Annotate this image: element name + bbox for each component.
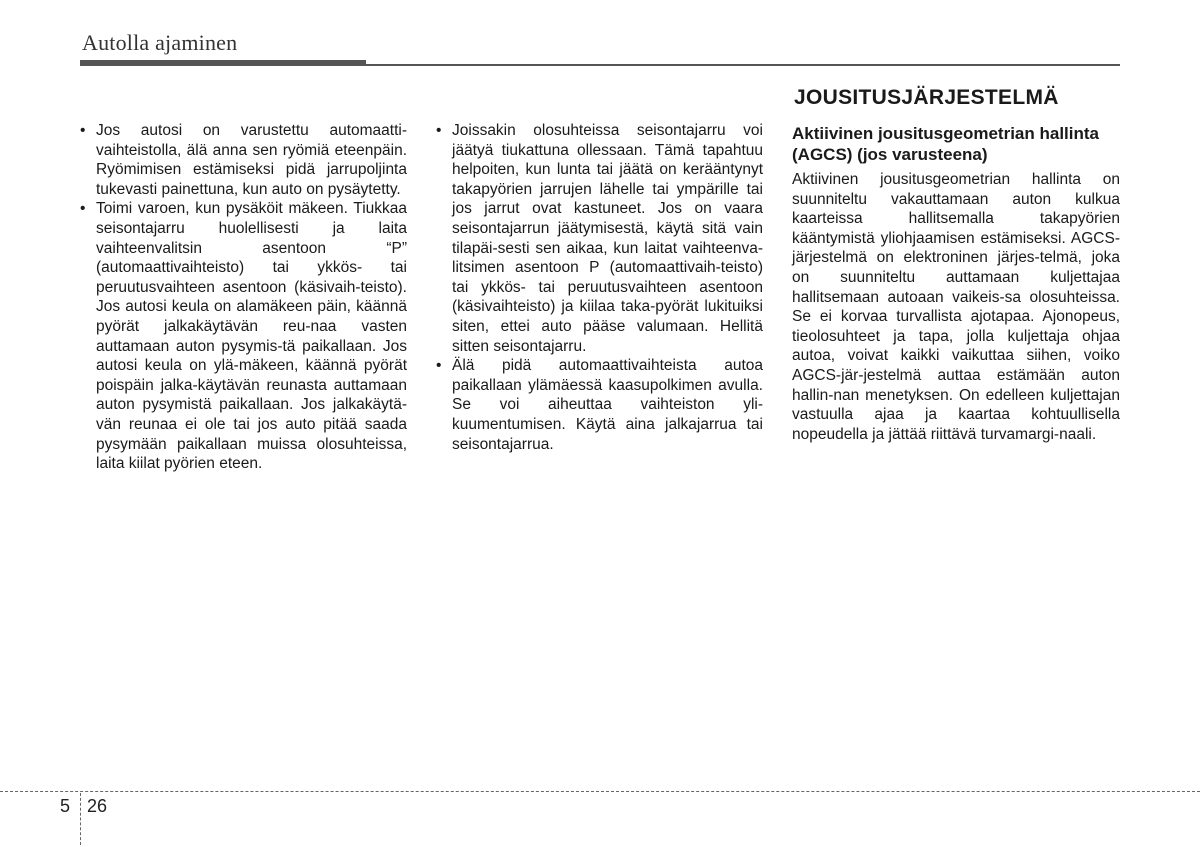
header-rule-thick	[80, 60, 366, 66]
text-column-2	[436, 121, 763, 454]
header-rule-thin	[366, 64, 1120, 66]
footer-dashed-divider	[80, 793, 81, 845]
subsection-title: Aktiivinen jousitusgeometrian hallinta (AGCS) (jos varusteena)	[792, 124, 1099, 164]
page-number: 26	[87, 796, 108, 816]
text-column-1	[80, 121, 407, 474]
chapter-title: Autolla ajaminen	[82, 30, 238, 55]
body-paragraph: Aktiivinen jousitusgeometrian hallinta on suunniteltu vakauttamaan auton kulkua kaarteissa hallitsemalla takapyörien kääntymistä yliohjaamisen estämiseksi. AGCS-järjestelmä on elektroninen järjes-telmä, joka on suunniteltu auttamaan kuljettajaa hallitsemaan autoaan vaikeis-sa olosuhteissa. Se ei korvaa turvallista ajotapaa. Ajonopeus, tieolosuhteet ja tapa, jolla kuljettaja ohjaa autoa, voivat kaikki vaikuttaa siihen, voiko AGCS-jär-jestelmä auttaa estämään auton hallin-nan menetyksen. On edelleen kuljettajan vastuulla ajaa ja kaartaa kohtuullisella nopeudella ja jättää riittävä turvamargi-naali.	[792, 171, 1120, 443]
chapter-number: 5	[60, 796, 71, 816]
bullet-item: • Jos autosi on varustettu automaatti-vaihteistolla, älä anna sen ryömiä eteenpäin. Ryömimisen estämiseksi pidä jarrupoljinta tukevasti painettuna, kun auto on pysäytetty.	[80, 121, 407, 199]
bullet-list	[436, 121, 763, 454]
bullet-item: • Joissakin olosuhteissa seisontajarru voi jäätyä tiukattuna ollessaan. Tämä tapahtuu helpoiten, kun lunta tai jäätä on kerääntynyt takapyörien jarrujen lähelle tai ympärille tai jos jarrut ovat kastuneet. Jos on vaara seisontajarrun jäätymisestä, käytä sitä vain tilapäi-sesti sen aikaa, kun laitat vaihteenva-litsimen asentoon P (automaattivaih-teisto) tai ykkös- tai peruutusvaihteen asentoon (käsivaihteisto) ja kiilaa taka-pyörät lukituiksi siten, ettei auto pääse valumaan. Hellitä sitten seisontajarru.	[436, 121, 763, 356]
text-column-3	[792, 85, 1120, 444]
section-title: JOUSITUSJÄRJESTELMÄ	[794, 86, 1059, 109]
bullet-list	[80, 121, 407, 474]
bullet-item: • Toimi varoen, kun pysäköit mäkeen. Tiukkaa seisontajarru huolellisesti ja laita vaihteenvalitsin asentoon “P” (automaattivaihteisto) tai ykkös- tai peruutusvaihteen asentoon (käsivaih-teisto). Jos autosi keula on alamäkeen päin, käännä pyörät jalkakäytävän reu-naa vasten auttamaan auton pysymis-tä paikallaan. Jos autosi keula on ylä-mäkeen, käännä pyörät poispäin jalka-käytävän reunasta auttamaan auton pysymistä paikallaan. Jos jalkakäytä-vän reunaa ei ole tai jos auto pitää saada pysymään paikallaan muissa olosuhteissa, laita kiilat pyörien eteen.	[80, 199, 407, 473]
footer-dashed-rule	[0, 791, 1200, 792]
bullet-item: • Älä pidä automaattivaihteista autoa paikallaan ylämäessä kaasupolkimen avulla. Se voi aiheuttaa vaihteiston yli-kuumentumisen. Käytä aina jalkajarrua tai seisontajarrua.	[436, 356, 763, 454]
